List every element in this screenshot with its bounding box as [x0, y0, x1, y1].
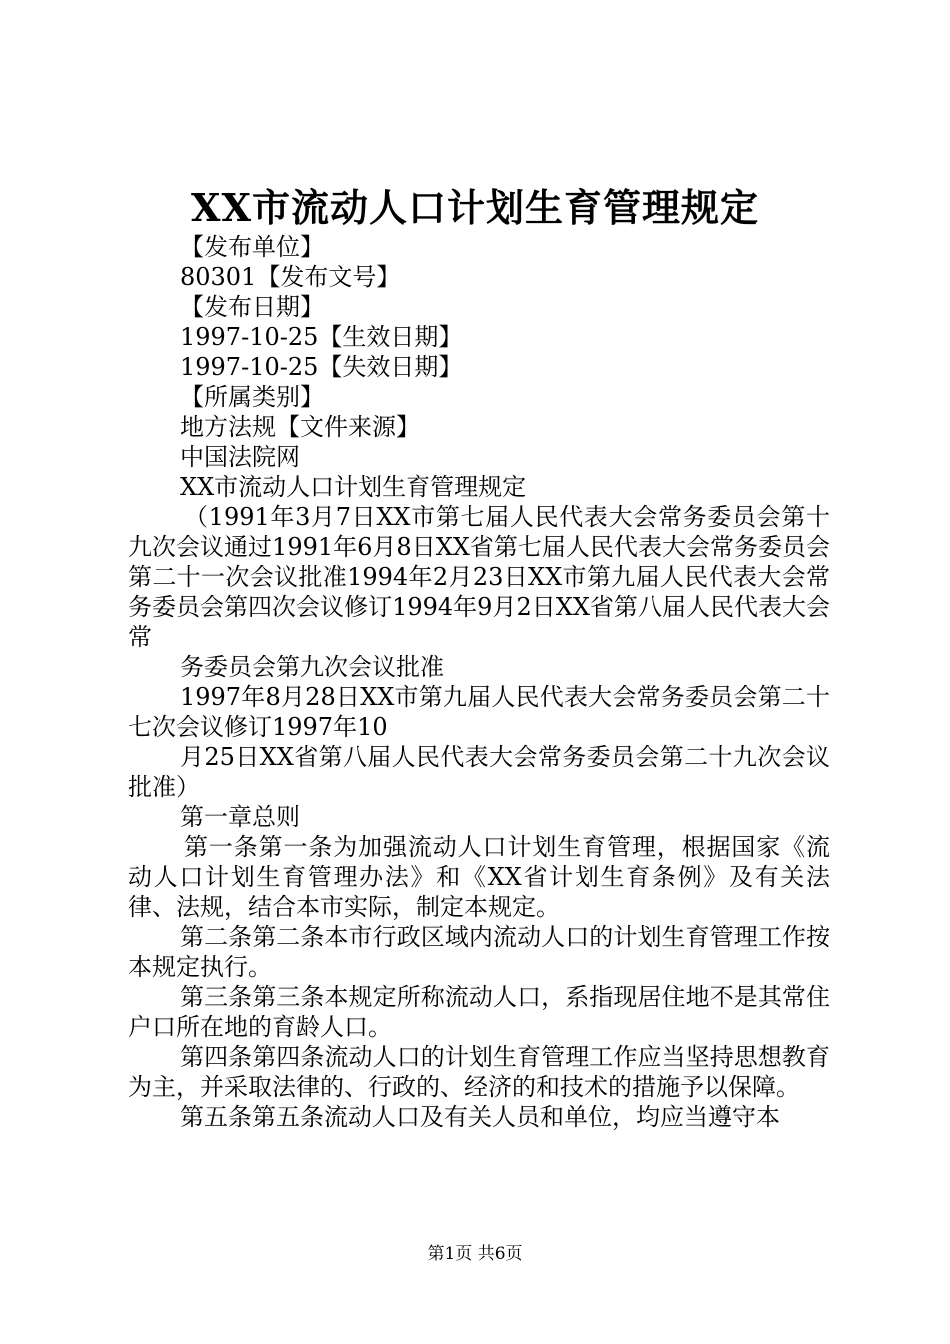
meta-doc-number: 80301【发布文号】 — [180, 263, 401, 291]
meta-subtitle: XX市流动人口计划生育管理规定 — [180, 473, 527, 501]
page-footer: 第1页 共6页 — [427, 1244, 523, 1264]
article-3: 第三条第三条本规定所称流动人口，系指现居住地不是其常住户口所在地的育龄人口。 — [128, 983, 830, 1041]
paragraph-history: （1991年3月7日XX市第七届人民代表大会常务委员会第十九次会议通过1991年6月8日XX省第七届人民代表大会常务委员会第二十一次会议批准1994年2月23日XX市第九届人民代表大会常务委员会第四次会议修订1994年9月2日XX省第八届人民代表大会常 — [128, 503, 830, 651]
paragraph-history-cont-2: 1997年8月28日XX市第九届人民代表大会常务委员会第二十七次会议修订1997年10 — [128, 683, 830, 741]
document-title: XX市流动人口计划生育管理规定 — [191, 185, 759, 230]
article-5: 第五条第五条流动人口及有关人员和单位，均应当遵守本 — [180, 1103, 780, 1131]
meta-expiry-date: 1997-10-25【失效日期】 — [180, 353, 463, 381]
meta-publisher: 【发布单位】 — [180, 233, 324, 261]
paragraph-history-cont-3: 月25日XX省第八届人民代表大会常务委员会第二十九次会议批准） — [128, 743, 830, 801]
meta-category: 【所属类别】 — [180, 383, 324, 411]
article-2: 第二条第二条本市行政区域内流动人口的计划生育管理工作按本规定执行。 — [128, 923, 830, 981]
meta-effective-date: 1997-10-25【生效日期】 — [180, 323, 463, 351]
meta-source: 地方法规【文件来源】 — [180, 413, 420, 441]
chapter-heading: 第一章总则 — [180, 803, 300, 831]
article-1: 第一条第一条为加强流动人口计划生育管理，根据国家《流动人口计划生育管理办法》和《XX省计划生育条例》及有关法律、法规，结合本市实际，制定本规定。 — [128, 833, 830, 921]
meta-source-value: 中国法院网 — [180, 443, 300, 471]
document-body — [128, 232, 830, 1132]
paragraph-history-cont-1: 务委员会第九次会议批准 — [180, 653, 444, 681]
article-4: 第四条第四条流动人口的计划生育管理工作应当坚持思想教育为主，并采取法律的、行政的、经济的和技术的措施予以保障。 — [128, 1043, 830, 1101]
meta-publish-date: 【发布日期】 — [180, 293, 324, 321]
